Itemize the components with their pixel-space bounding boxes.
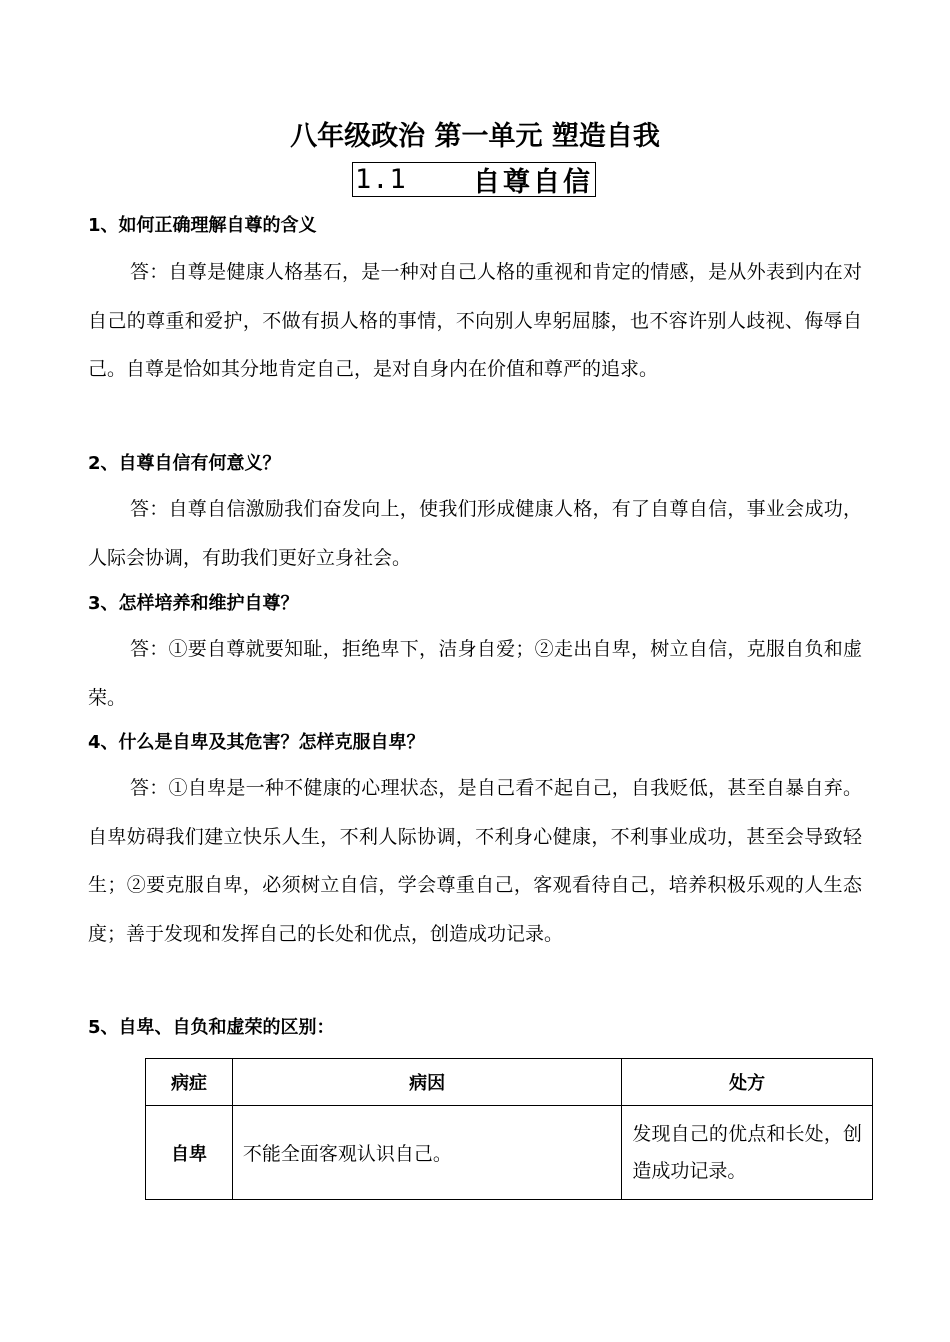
answer-2: 答：自尊自信激励我们奋发向上，使我们形成健康人格，有了自尊自信，事业会成功，人际会协调，有助我们更好立身社会。 xyxy=(88,498,862,569)
question-4: 4、什么是自卑及其危害？怎样克服自卑？ xyxy=(88,732,425,753)
question-1: 1、如何正确理解自尊的含义 xyxy=(88,215,317,236)
document-title: 八年级政治 第一单元 塑造自我 xyxy=(290,121,660,152)
question-2: 2、自尊自信有何意义？ xyxy=(88,453,281,474)
answer-1: 答：自尊是健康人格基石，是一种对自己人格的重视和肯定的情感，是从外表到内在对自己的尊重和爱护，不做有损人格的事情，不向别人卑躬屈膝，也不容许别人歧视、侮辱自己。自尊是恰如其分地肯定自己，是对自身内在价值和尊严的追求。 xyxy=(88,261,862,380)
cell-remedy: 发现自己的优点和长处，创造成功记录。 xyxy=(622,1106,873,1200)
header-cause: 病因 xyxy=(232,1059,621,1106)
header-symptom: 病症 xyxy=(146,1059,233,1106)
section-name: 自尊自信 xyxy=(473,167,593,198)
cell-cause: 不能全面客观认识自己。 xyxy=(232,1106,621,1200)
table-header-row xyxy=(146,1059,873,1106)
question-3: 3、怎样培养和维护自尊？ xyxy=(88,593,299,614)
cell-symptom: 自卑 xyxy=(146,1106,233,1200)
table-row xyxy=(146,1106,873,1200)
header-remedy: 处方 xyxy=(622,1059,873,1106)
comparison-table xyxy=(145,1058,873,1200)
section-heading xyxy=(352,162,596,197)
answer-3: 答：①要自尊就要知耻，拒绝卑下，洁身自爱；②走出自卑，树立自信，克服自负和虚荣。 xyxy=(88,638,862,709)
answer-4: 答：①自卑是一种不健康的心理状态，是自己看不起自己，自我贬低，甚至自暴自弃。自卑妨碍我们建立快乐人生，不利人际协调，不利身心健康，不利事业成功，甚至会导致轻生；②要克服自卑，必须树立自信，学会尊重自己，客观看待自己，培养积极乐观的人生态度；善于发现和发挥自己的长处和优点，创造成功记录。 xyxy=(88,777,862,945)
question-5: 5、自卑、自负和虚荣的区别： xyxy=(88,1017,335,1038)
section-number: 1.1 xyxy=(355,164,407,195)
